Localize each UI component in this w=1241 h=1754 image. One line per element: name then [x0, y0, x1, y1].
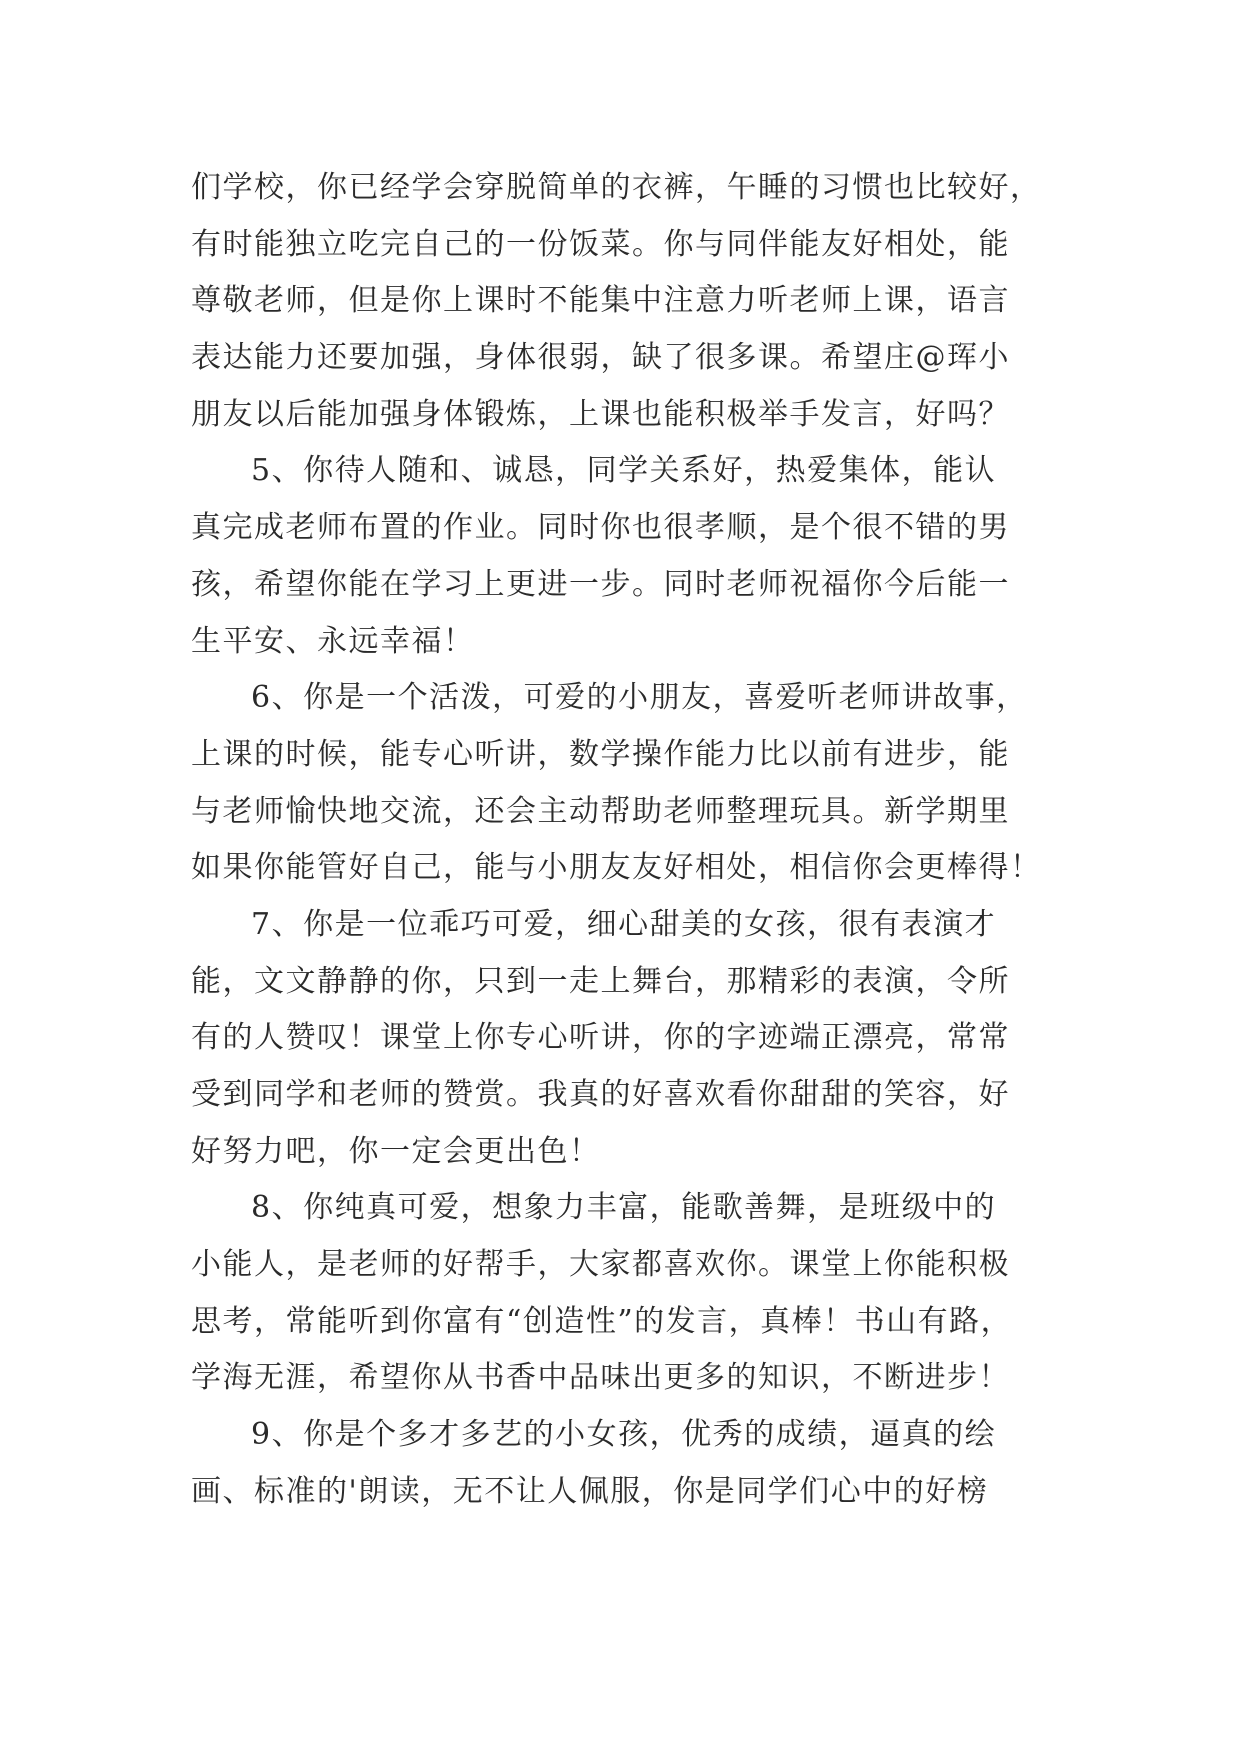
text-line: 与老师愉快地交流，还会主动帮助老师整理玩具。新学期里 [191, 793, 1010, 829]
paragraph-start-line: 6、你是一个活泼，可爱的小朋友，喜爱听老师讲故事， [251, 680, 1028, 716]
text-line: 有时能独立吃完自己的一份饭菜。你与同伴能友好相处，能 [191, 226, 1010, 262]
text-line: 小能人，是老师的好帮手，大家都喜欢你。课堂上你能积极 [191, 1247, 1010, 1283]
paragraph-start-line: 7、你是一位乖巧可爱，细心甜美的女孩，很有表演才 [251, 906, 997, 942]
text-line: 们学校，你已经学会穿脱简单的衣裤，午睡的习惯也比较好， [191, 170, 1042, 205]
text-line: 朋友以后能加强身体锻炼，上课也能积极举手发言，好吗？ [191, 396, 1010, 432]
paragraph-start-line: 9、你是个多才多艺的小女孩，优秀的成绩，逼真的绘 [251, 1417, 997, 1453]
text-line: 有的人赞叹！课堂上你专心听讲，你的字迹端正漂亮，常常 [191, 1020, 1010, 1056]
text-line: 孩，希望你能在学习上更进一步。同时老师祝福你今后能一 [191, 566, 1010, 602]
text-line: 表达能力还要加强，身体很弱，缺了很多课。希望庄@珲小 [191, 340, 1010, 376]
paragraph-start-line: 5、你待人随和、诚恳，同学关系好，热爱集体，能认 [251, 453, 997, 489]
text-line: 生平安、永远幸福！ [191, 623, 475, 659]
text-line: 学海无涯，希望你从书香中品味出更多的知识，不断进步！ [191, 1360, 1010, 1396]
text-line: 上课的时候，能专心听讲，数学操作能力比以前有进步，能 [191, 736, 1010, 772]
text-line: 如果你能管好自己，能与小朋友友好相处，相信你会更棒得！ [191, 850, 1042, 886]
text-line: 尊敬老师，但是你上课时不能集中注意力听老师上课，语言 [191, 283, 1010, 319]
text-line: 思考，常能听到你富有“创造性”的发言，真棒！书山有路， [191, 1303, 1013, 1339]
paragraph-start-line: 8、你纯真可爱，想象力丰富，能歌善舞，是班级中的 [251, 1190, 997, 1226]
document-body [191, 160, 1051, 1521]
text-line: 真完成老师布置的作业。同时你也很孝顺，是个很不错的男 [191, 510, 1010, 546]
text-line: 好努力吧，你一定会更出色！ [191, 1133, 601, 1169]
text-line: 受到同学和老师的赞赏。我真的好喜欢看你甜甜的笑容，好 [191, 1077, 1010, 1112]
text-line: 画、标准的'朗读，无不让人佩服，你是同学们心中的好榜 [191, 1473, 989, 1509]
text-line: 能，文文静静的你，只到一走上舞台，那精彩的表演，令所 [191, 963, 1010, 999]
